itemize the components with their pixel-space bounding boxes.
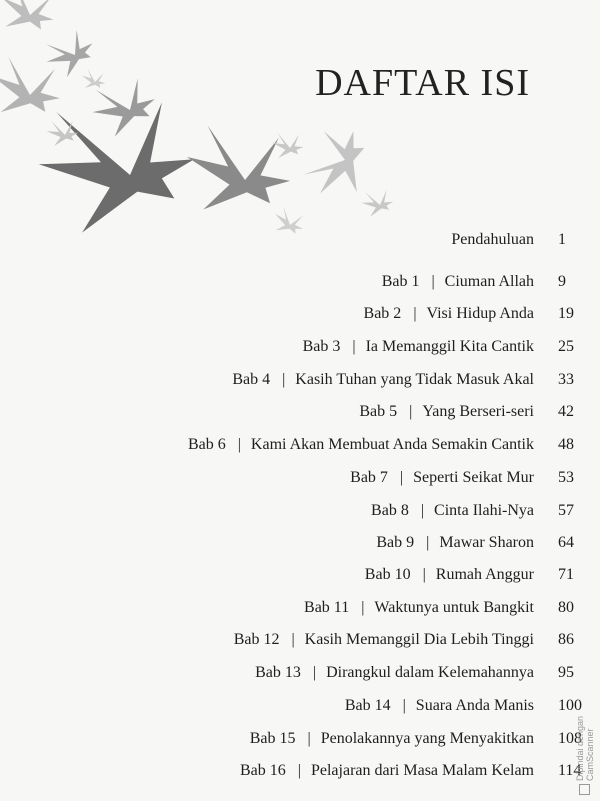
toc-separator: | [291, 631, 295, 648]
toc-intro-row [451, 228, 600, 252]
toc-chapter-title: Dirangkul dalam Kelemahannya [326, 664, 534, 681]
toc-chapter-number: Bab 3 [302, 338, 341, 355]
toc-chapter-title: Suara Anda Manis [415, 697, 534, 714]
toc-chapter-row [250, 727, 600, 751]
toc-chapter-page: 108 [558, 730, 582, 747]
bird-icon [270, 204, 308, 238]
toc-chapter-number: Bab 7 [350, 469, 388, 486]
camscanner-logo-icon [580, 784, 591, 795]
toc-separator: | [431, 273, 435, 290]
toc-separator: | [420, 502, 425, 519]
toc-chapter-row [359, 400, 600, 424]
toc-chapter-title: Pelajaran dari Masa Malam Kelam [310, 762, 534, 779]
toc-chapter-number: Bab 2 [363, 305, 402, 322]
toc-chapter-row [240, 759, 600, 783]
toc-separator: | [399, 469, 404, 486]
toc-chapter-number: Bab 6 [187, 436, 226, 453]
watermark-text: Dipindai dengan CamScanner [575, 716, 595, 782]
toc-chapter-number: Bab 5 [359, 403, 398, 420]
toc-separator: | [422, 566, 426, 583]
toc-chapter-title: Cinta Ilahi-Nya [434, 502, 534, 519]
bird-icon [46, 119, 80, 147]
toc-chapter-row [364, 302, 600, 326]
toc-chapter-row [345, 694, 600, 718]
bird-icon [299, 120, 376, 205]
page-title: DAFTAR ISI [315, 62, 530, 105]
toc-separator: | [237, 436, 241, 453]
toc-separator: | [402, 697, 406, 714]
toc-chapter-row [382, 270, 600, 294]
toc-chapter-page: 64 [558, 534, 574, 551]
toc-separator: | [413, 305, 417, 322]
toc-chapter-title: Rumah Anggur [435, 566, 534, 583]
toc-chapter-page: 19 [558, 305, 574, 322]
toc-chapter-number: Bab 8 [371, 502, 409, 519]
birds-illustration [0, 0, 600, 260]
toc-separator: | [307, 730, 311, 747]
toc-chapter-title: Kami Akan Membuat Anda Semakin Cantik [250, 436, 534, 453]
toc-chapter-page: 42 [558, 403, 574, 420]
toc-chapter-title: Seperti Seikat Mur [413, 469, 534, 486]
toc-chapter-page: 114 [558, 762, 582, 779]
toc-chapter-row [376, 531, 600, 555]
toc-chapter-number: Bab 14 [344, 697, 391, 714]
toc-chapter-number: Bab 15 [249, 730, 296, 747]
toc-chapter-row [371, 499, 600, 523]
toc-chapter-row [188, 433, 600, 457]
toc-chapter-title: Kasih Memanggil Dia Lebih Tinggi [304, 631, 534, 648]
bird-icon [272, 133, 304, 158]
toc-chapter-title: Yang Berseri-seri [422, 403, 534, 420]
toc-chapter-number: Bab 1 [381, 273, 420, 290]
toc-chapter-title: Visi Hidup Anda [426, 305, 534, 322]
toc-chapter-row [350, 466, 600, 490]
toc-chapter-page: 95 [558, 664, 574, 681]
toc-separator: | [352, 338, 356, 355]
toc-chapter-row [232, 368, 600, 392]
toc-separator: | [297, 762, 301, 779]
toc-chapter-row [304, 596, 600, 620]
toc-intro-title: Pendahuluan [451, 231, 534, 248]
toc-chapter-row [303, 335, 600, 359]
toc-chapter-number: Bab 11 [304, 599, 350, 616]
bird-icon [80, 68, 108, 92]
toc-separator: | [312, 664, 317, 681]
toc-chapter-title: Ia Memanggil Kita Cantik [365, 338, 534, 355]
toc-chapter-page: 71 [558, 566, 574, 583]
toc-separator: | [409, 403, 413, 420]
toc-chapter-number: Bab 13 [255, 664, 301, 681]
toc-separator: | [282, 371, 286, 388]
toc-chapter-title: Kasih Tuhan yang Tidak Masuk Akal [295, 371, 534, 388]
toc-intro-page: 1 [558, 231, 566, 248]
bird-icon [0, 55, 65, 122]
toc-chapter-page: 100 [558, 697, 582, 714]
toc-chapter-number: Bab 4 [232, 371, 271, 388]
bird-icon [39, 24, 101, 82]
toc-chapter-page: 80 [558, 599, 574, 616]
toc-chapter-number: Bab 9 [376, 534, 415, 551]
scanner-watermark [575, 665, 595, 795]
toc-separator: | [426, 534, 430, 551]
toc-chapter-page: 33 [558, 371, 574, 388]
toc-chapter-title: Waktunya untuk Bangkit [374, 599, 534, 616]
toc-chapter-row [255, 661, 600, 685]
toc-chapter-page: 86 [558, 631, 574, 648]
bird-icon [182, 124, 294, 217]
bird-icon [360, 188, 395, 218]
toc-chapter-title: Penolakannya yang Menyakitkan [320, 730, 534, 747]
toc-separator: | [361, 599, 365, 616]
toc-chapter-page: 9 [558, 273, 566, 290]
toc-chapter-number: Bab 16 [239, 762, 286, 779]
toc-chapter-title: Mawar Sharon [439, 534, 534, 551]
toc-chapter-page: 53 [558, 469, 574, 486]
toc-chapter-row [234, 628, 600, 652]
toc-chapter-page: 25 [558, 338, 574, 355]
toc-chapter-title: Ciuman Allah [444, 273, 534, 290]
toc-chapter-page: 57 [558, 502, 574, 519]
toc-chapter-number: Bab 12 [233, 631, 280, 648]
toc-chapter-page: 48 [558, 436, 574, 453]
bird-icon [0, 0, 60, 38]
toc-chapter-row [365, 563, 600, 587]
toc-chapter-number: Bab 10 [364, 566, 411, 583]
